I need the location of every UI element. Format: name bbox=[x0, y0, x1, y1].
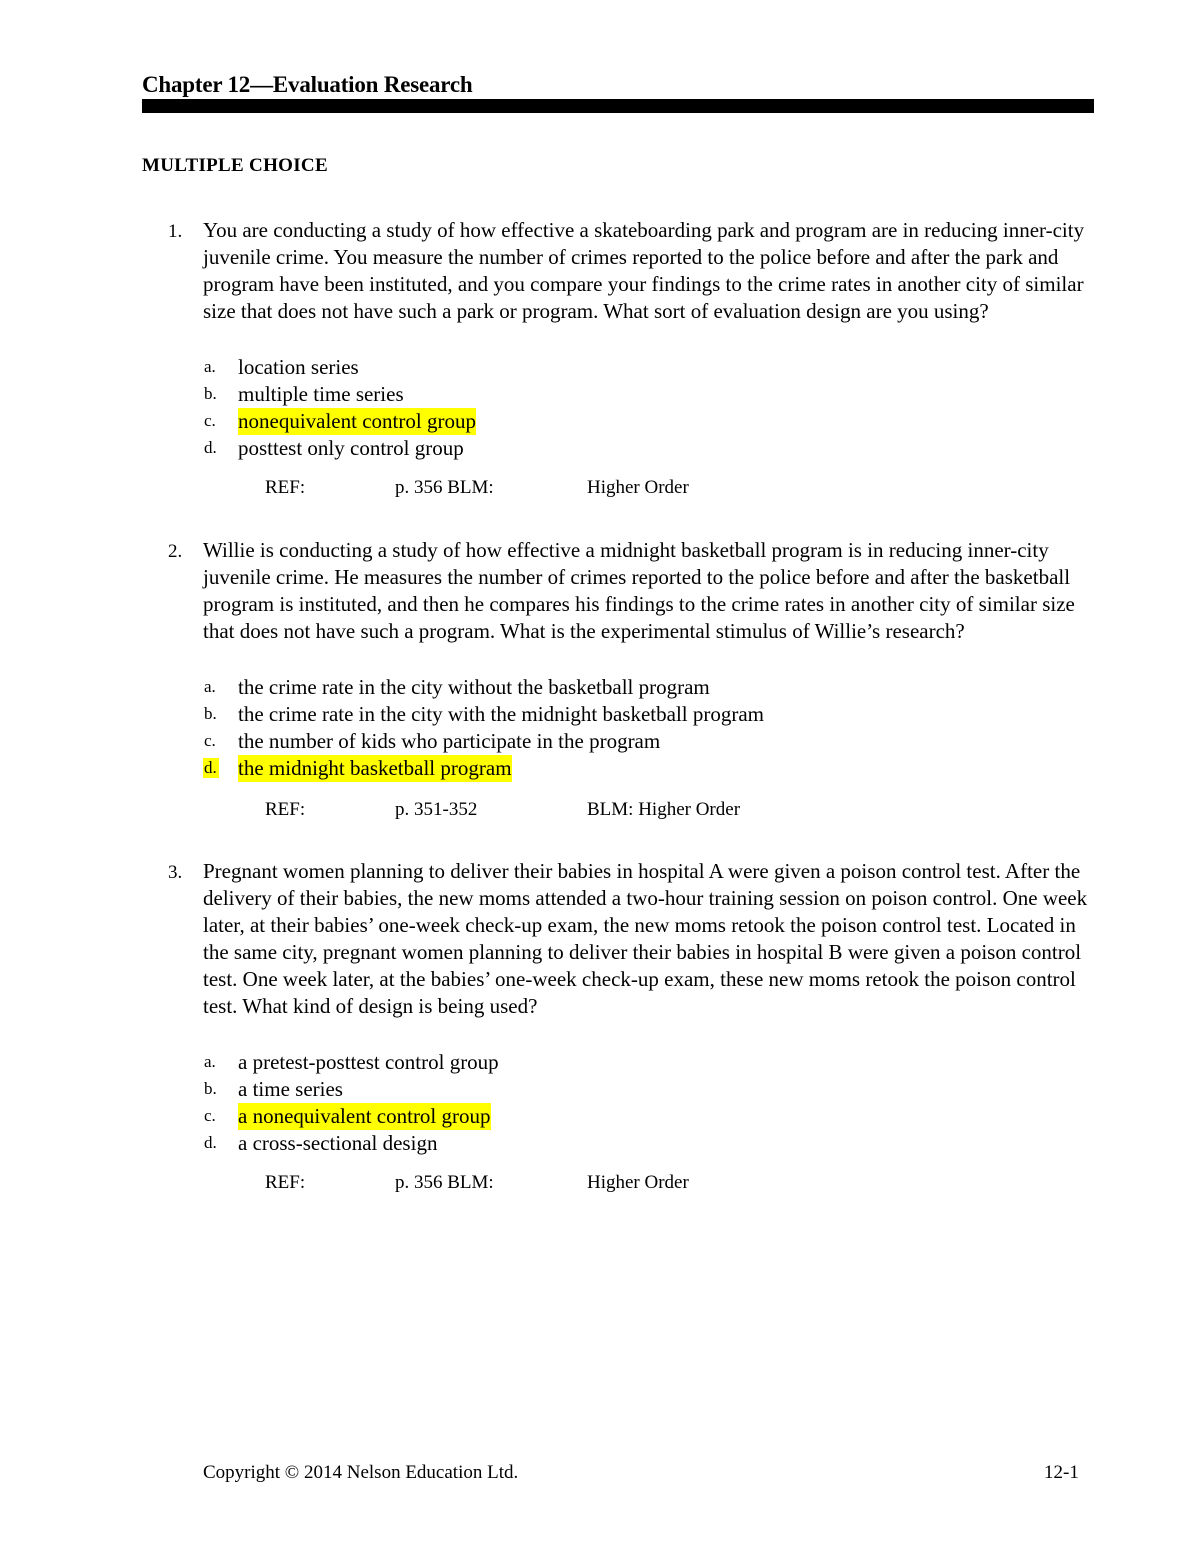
ref-page: p. 351-352 bbox=[395, 799, 478, 820]
ref-page: p. 356 BLM: bbox=[395, 1172, 494, 1193]
ref-label: REF: bbox=[265, 477, 306, 498]
option-b bbox=[0, 1078, 1200, 1105]
option-text: location series bbox=[238, 355, 359, 379]
chapter-title: Chapter 12—Evaluation Research bbox=[142, 72, 473, 97]
option-c bbox=[0, 1105, 1200, 1132]
option-letter: b. bbox=[204, 384, 217, 403]
option-letter: c. bbox=[204, 731, 216, 750]
question-3-options bbox=[0, 1051, 1200, 1159]
option-d bbox=[0, 437, 1200, 464]
footer-copyright: Copyright © 2014 Nelson Education Ltd. bbox=[203, 1462, 519, 1483]
option-letter: d. bbox=[204, 1133, 217, 1152]
option-text-highlighted: nonequivalent control group bbox=[238, 409, 476, 433]
option-letter-highlighted: d. bbox=[204, 758, 217, 777]
option-text-highlighted: the midnight basketball program bbox=[238, 756, 512, 780]
option-text: posttest only control group bbox=[238, 436, 464, 460]
ref-blm: BLM: Higher Order bbox=[587, 799, 741, 820]
option-text: a time series bbox=[238, 1077, 343, 1101]
title-rule bbox=[142, 99, 1094, 113]
option-text: the crime rate in the city with the midnight basketball program bbox=[238, 702, 765, 726]
question-1-options bbox=[0, 356, 1200, 464]
option-c bbox=[0, 410, 1200, 437]
option-c bbox=[0, 730, 1200, 757]
question-number: 2. bbox=[168, 541, 183, 562]
question-text: Willie is conducting a study of how effective a midnight basketball program is in reducing inner-city juvenile crime. He measures the number of crimes reported to the police before and after the basketball program is instituted, and then he compares his findings to the crime rates in another city of similar size that does not have such a program. What is the experimental stimulus of Willie’s research? bbox=[203, 538, 1075, 643]
ref-label: REF: bbox=[265, 799, 306, 820]
option-letter: a. bbox=[204, 677, 216, 696]
option-letter: a. bbox=[204, 1052, 216, 1071]
ref-blm: Higher Order bbox=[587, 1172, 689, 1193]
footer-page-number: 12-1 bbox=[1044, 1462, 1079, 1483]
option-letter: b. bbox=[204, 1079, 217, 1098]
option-a bbox=[0, 676, 1200, 703]
option-letter: c. bbox=[204, 411, 216, 430]
option-text: a cross-sectional design bbox=[238, 1131, 438, 1155]
question-text: Pregnant women planning to deliver their babies in hospital A were given a poison control test. After the delivery of their babies, the new moms attended a two-hour training session on poison control. One week later, at their babies’ one-week check-up exam, the new moms retook the poison control test. Located in the same city, pregnant women planning to deliver their babies in hospital B were given a poison control test. One week later, at the babies’ one-week check-up exam, these new moms retook the poison control test. What kind of design is being used? bbox=[203, 859, 1088, 1018]
option-d bbox=[0, 1132, 1200, 1159]
option-letter: b. bbox=[204, 704, 217, 723]
option-text: a pretest-posttest control group bbox=[238, 1050, 499, 1074]
option-letter: d. bbox=[204, 438, 217, 457]
section-heading: MULTIPLE CHOICE bbox=[142, 155, 328, 176]
option-letter: a. bbox=[204, 357, 216, 376]
option-b bbox=[0, 703, 1200, 730]
option-text-highlighted: a nonequivalent control group bbox=[238, 1104, 491, 1128]
option-text: the crime rate in the city without the basketball program bbox=[238, 675, 710, 699]
ref-page: p. 356 BLM: bbox=[395, 477, 494, 498]
question-number: 3. bbox=[168, 862, 183, 883]
option-a bbox=[0, 1051, 1200, 1078]
option-letter: c. bbox=[204, 1106, 216, 1125]
option-a bbox=[0, 356, 1200, 383]
option-text: multiple time series bbox=[238, 382, 404, 406]
ref-label: REF: bbox=[265, 1172, 306, 1193]
question-text: You are conducting a study of how effective a skateboarding park and program are in reducing inner-city juvenile crime. You measure the number of crimes reported to the police before and after the park and program have been instituted, and you compare your findings to the crime rates in another city of similar size that does not have such a park or program. What sort of evaluation design are you using? bbox=[203, 218, 1085, 323]
question-2-options bbox=[0, 676, 1200, 784]
option-d bbox=[0, 757, 1200, 784]
option-text: the number of kids who participate in the program bbox=[238, 729, 661, 753]
option-b bbox=[0, 383, 1200, 410]
question-number: 1. bbox=[168, 221, 183, 242]
ref-blm: Higher Order bbox=[587, 477, 689, 498]
